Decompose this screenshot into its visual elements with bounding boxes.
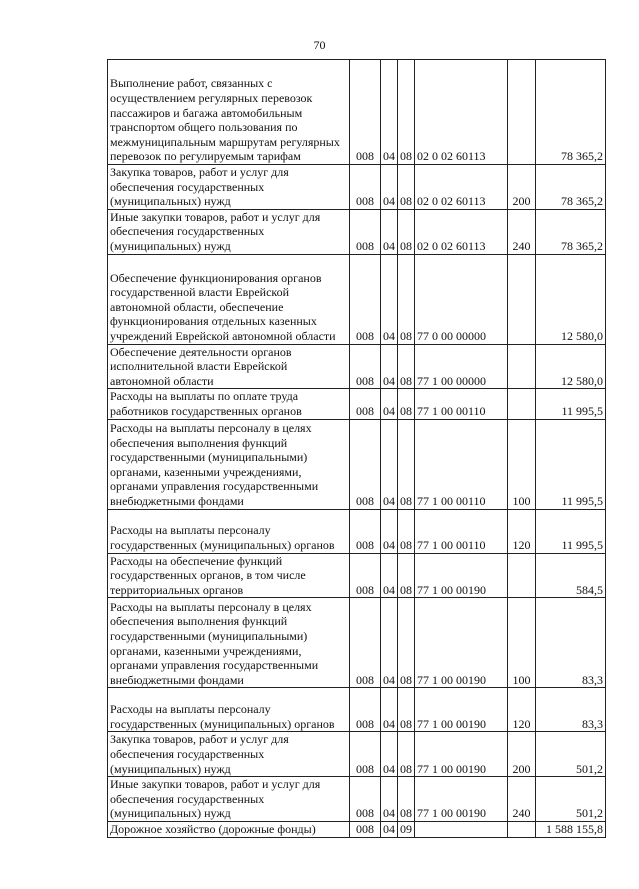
row-grbs-code: 008 <box>350 209 381 254</box>
row-amount: 78 365,2 <box>536 165 606 210</box>
row-amount: 501,2 <box>536 732 606 777</box>
row-amount: 12 580,0 <box>536 254 606 344</box>
row-grbs-code: 008 <box>350 419 381 509</box>
table-row <box>108 777 606 822</box>
row-subsection-code: 08 <box>398 598 415 688</box>
table-row <box>108 209 606 254</box>
row-expense-type-code: 200 <box>508 165 536 210</box>
table-row <box>108 598 606 688</box>
table-row <box>108 553 606 598</box>
row-grbs-code: 008 <box>350 777 381 822</box>
row-grbs-code: 008 <box>350 598 381 688</box>
row-section-code: 04 <box>381 777 398 822</box>
row-expense-type-code: 240 <box>508 777 536 822</box>
row-section-code: 04 <box>381 60 398 165</box>
row-amount: 78 365,2 <box>536 60 606 165</box>
row-description: Дорожное хозяйство (дорожные фонды) <box>108 821 350 837</box>
row-section-code: 04 <box>381 598 398 688</box>
budget-table <box>107 59 606 838</box>
row-amount: 83,3 <box>536 598 606 688</box>
row-target-article-code: 77 1 00 00110 <box>415 389 508 419</box>
row-description: Обеспечение функционирования органов государственной власти Еврейской автономной области, обеспечение функционирования отдельных казенных учреждений Еврейской автономной области <box>108 254 350 344</box>
row-target-article-code: 77 0 00 00000 <box>415 254 508 344</box>
row-subsection-code: 08 <box>398 165 415 210</box>
row-target-article-code: 77 1 00 00110 <box>415 509 508 553</box>
row-section-code: 04 <box>381 254 398 344</box>
row-description: Расходы на выплаты персоналу в целях обеспечения выполнения функций государственными (муниципальными) органами, казенными учреждениями, органами управления государственными внебюджетными фондами <box>108 598 350 688</box>
row-grbs-code: 008 <box>350 389 381 419</box>
row-target-article-code: 02 0 02 60113 <box>415 209 508 254</box>
row-section-code: 04 <box>381 209 398 254</box>
row-amount: 11 995,5 <box>536 419 606 509</box>
row-grbs-code: 008 <box>350 821 381 837</box>
row-grbs-code: 008 <box>350 165 381 210</box>
row-description: Расходы на выплаты персоналу государственных (муниципальных) органов <box>108 688 350 732</box>
row-subsection-code: 08 <box>398 509 415 553</box>
row-expense-type-code <box>508 60 536 165</box>
table-row <box>108 821 606 837</box>
row-description: Расходы на выплаты по оплате труда работников государственных органов <box>108 389 350 419</box>
row-expense-type-code: 100 <box>508 598 536 688</box>
row-target-article-code: 77 1 00 00190 <box>415 777 508 822</box>
table-row <box>108 344 606 389</box>
row-expense-type-code: 100 <box>508 419 536 509</box>
row-amount: 11 995,5 <box>536 509 606 553</box>
row-grbs-code: 008 <box>350 553 381 598</box>
row-expense-type-code <box>508 389 536 419</box>
row-description: Обеспечение деятельности органов исполнительной власти Еврейской автономной области <box>108 344 350 389</box>
row-target-article-code: 77 1 00 00000 <box>415 344 508 389</box>
row-subsection-code: 08 <box>398 732 415 777</box>
table-row <box>108 509 606 553</box>
row-section-code: 04 <box>381 732 398 777</box>
table-row <box>108 165 606 210</box>
row-grbs-code: 008 <box>350 254 381 344</box>
row-grbs-code: 008 <box>350 732 381 777</box>
row-subsection-code: 08 <box>398 419 415 509</box>
row-amount: 584,5 <box>536 553 606 598</box>
row-amount: 501,2 <box>536 777 606 822</box>
row-section-code: 04 <box>381 553 398 598</box>
row-subsection-code: 08 <box>398 60 415 165</box>
row-grbs-code: 008 <box>350 60 381 165</box>
row-amount: 11 995,5 <box>536 389 606 419</box>
table-row <box>108 732 606 777</box>
row-expense-type-code <box>508 821 536 837</box>
row-grbs-code: 008 <box>350 509 381 553</box>
row-target-article-code: 77 1 00 00110 <box>415 419 508 509</box>
row-section-code: 04 <box>381 165 398 210</box>
row-subsection-code: 08 <box>398 553 415 598</box>
row-subsection-code: 08 <box>398 209 415 254</box>
row-amount: 1 588 155,8 <box>536 821 606 837</box>
row-description: Расходы на выплаты персоналу государственных (муниципальных) органов <box>108 509 350 553</box>
row-subsection-code: 08 <box>398 688 415 732</box>
row-expense-type-code: 120 <box>508 509 536 553</box>
row-grbs-code: 008 <box>350 688 381 732</box>
row-expense-type-code: 200 <box>508 732 536 777</box>
page-number: 70 <box>313 38 326 52</box>
row-section-code: 04 <box>381 419 398 509</box>
table-row <box>108 60 606 165</box>
row-expense-type-code <box>508 254 536 344</box>
row-target-article-code: 77 1 00 00190 <box>415 688 508 732</box>
row-amount: 12 580,0 <box>536 344 606 389</box>
row-expense-type-code: 120 <box>508 688 536 732</box>
row-target-article-code: 77 1 00 00190 <box>415 732 508 777</box>
table-row <box>108 254 606 344</box>
row-section-code: 04 <box>381 389 398 419</box>
row-subsection-code: 08 <box>398 254 415 344</box>
row-target-article-code: 02 0 02 60113 <box>415 165 508 210</box>
row-section-code: 04 <box>381 344 398 389</box>
row-amount: 83,3 <box>536 688 606 732</box>
row-grbs-code: 008 <box>350 344 381 389</box>
row-subsection-code: 08 <box>398 344 415 389</box>
row-subsection-code: 08 <box>398 389 415 419</box>
table-row <box>108 688 606 732</box>
row-description: Иные закупки товаров, работ и услуг для обеспечения государственных (муниципальных) нужд <box>108 777 350 822</box>
row-target-article-code <box>415 821 508 837</box>
row-description: Иные закупки товаров, работ и услуг для обеспечения государственных (муниципальных) нужд <box>108 209 350 254</box>
row-expense-type-code <box>508 553 536 598</box>
table-row <box>108 419 606 509</box>
row-description: Расходы на обеспечение функций государственных органов, в том числе территориальных органов <box>108 553 350 598</box>
row-expense-type-code: 240 <box>508 209 536 254</box>
row-description: Закупка товаров, работ и услуг для обеспечения государственных (муниципальных) нужд <box>108 165 350 210</box>
table-row <box>108 389 606 419</box>
row-section-code: 04 <box>381 821 398 837</box>
row-section-code: 04 <box>381 509 398 553</box>
row-description: Закупка товаров, работ и услуг для обеспечения государственных (муниципальных) нужд <box>108 732 350 777</box>
row-target-article-code: 77 1 00 00190 <box>415 598 508 688</box>
row-amount: 78 365,2 <box>536 209 606 254</box>
row-section-code: 04 <box>381 688 398 732</box>
row-subsection-code: 08 <box>398 777 415 822</box>
row-subsection-code: 09 <box>398 821 415 837</box>
row-description: Выполнение работ, связанных с осуществлением регулярных перевозок пассажиров и багажа автомобильным транспортом общего пользования по межмуниципальным маршрутам регулярных перевозок по регулируемым тарифам <box>108 60 350 165</box>
row-target-article-code: 77 1 00 00190 <box>415 553 508 598</box>
row-description: Расходы на выплаты персоналу в целях обеспечения выполнения функций государственными (муниципальными) органами, казенными учреждениями, органами управления государственными внебюджетными фондами <box>108 419 350 509</box>
row-expense-type-code <box>508 344 536 389</box>
row-target-article-code: 02 0 02 60113 <box>415 60 508 165</box>
